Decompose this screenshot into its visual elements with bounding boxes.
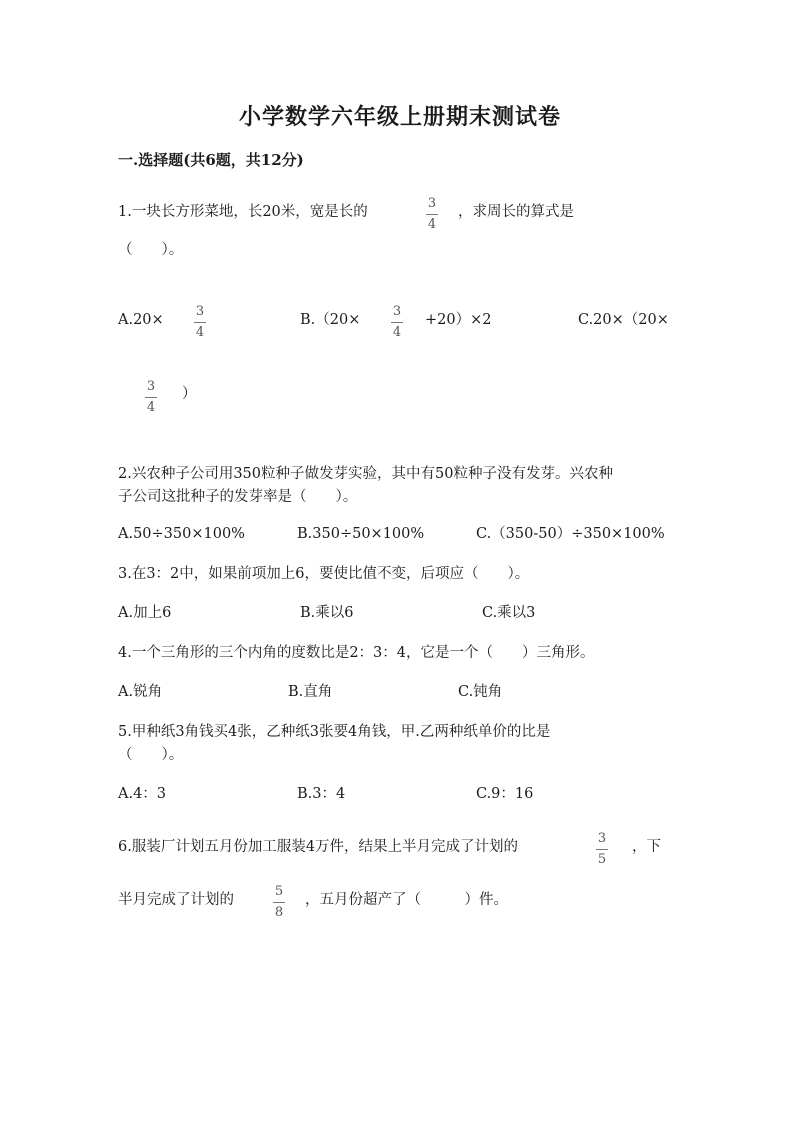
option-a: A.加上6 — [118, 605, 172, 621]
fraction-bar — [391, 322, 403, 323]
option-c-text-a: C.20×（20× — [578, 312, 669, 328]
option-c-text-b: ） — [182, 386, 197, 402]
question-3-line-1: 3.在3：2中，如果前项加上6，要使比值不变，后项应（ ）。 — [118, 566, 530, 582]
option-c: C.钝角 — [458, 684, 503, 700]
question-6-text-d: ，五月份超产了（ ）件。 — [305, 892, 508, 908]
fraction-5-8 — [273, 885, 285, 920]
fraction-denominator: 8 — [274, 905, 284, 920]
option-c: C.9：16 — [476, 786, 534, 802]
option-c: C.乘以3 — [482, 605, 536, 621]
fraction-numerator: 3 — [146, 379, 156, 394]
option-a: A.锐角 — [118, 684, 163, 700]
option-b: B.直角 — [288, 684, 333, 700]
fraction-3-5 — [596, 832, 608, 867]
fraction-denominator: 4 — [146, 400, 156, 415]
option-b: B.350÷50×100% — [297, 526, 425, 542]
fraction-bar — [194, 322, 206, 323]
fraction-bar — [273, 902, 285, 903]
fraction-denominator: 4 — [392, 325, 402, 340]
fraction-3-4 — [194, 305, 206, 340]
fraction-numerator: 3 — [195, 304, 205, 319]
fraction-bar — [426, 214, 438, 215]
question-6-text-c: 半月完成了计划的 — [118, 892, 234, 908]
question-4-line-1: 4.一个三角形的三个内角的度数比是2：3：4，它是一个（ ）三角形。 — [118, 645, 595, 661]
fraction-3-4 — [426, 197, 438, 232]
page-title: 小学数学六年级上册期末测试卷 — [238, 104, 561, 130]
question-1-text-a: 1.一块长方形菜地，长20米，宽是长的 — [118, 204, 368, 220]
fraction-denominator: 5 — [597, 852, 607, 867]
question-2-line-2: 子公司这批种子的发芽率是（ ）。 — [118, 489, 358, 505]
option-a: A.20× — [118, 312, 164, 328]
question-5-line-1: 5.甲种纸3角钱买4张，乙种纸3张要4角钱，甲.乙两种纸单价的比是 — [118, 724, 551, 740]
option-b: B.乘以6 — [300, 605, 354, 621]
fraction-numerator: 5 — [274, 884, 284, 899]
question-1-text-c: （ ）。 — [118, 242, 184, 258]
question-2-line-1: 2.兴农种子公司用350粒种子做发芽实验，其中有50粒种子没有发芽。兴农种 — [118, 466, 613, 482]
option-b-text-a: B.（20× — [300, 312, 361, 328]
question-1-text-b: ，求周长的算式是 — [458, 204, 574, 220]
fraction-bar — [145, 397, 157, 398]
fraction-denominator: 4 — [195, 325, 205, 340]
option-a: A.50÷350×100% — [118, 526, 245, 542]
fraction-denominator: 4 — [427, 217, 437, 232]
option-c: C.（350-50）÷350×100% — [476, 526, 665, 542]
question-6-text-a: 6.服装厂计划五月份加工服装4万件，结果上半月完成了计划的 — [118, 839, 519, 855]
fraction-numerator: 3 — [597, 831, 607, 846]
fraction-bar — [596, 849, 608, 850]
question-6-text-b: ，下 — [632, 839, 661, 855]
fraction-3-4 — [145, 380, 157, 415]
option-a: A.4：3 — [118, 786, 167, 802]
option-b: B.3：4 — [297, 786, 346, 802]
option-b-text-b: +20）×2 — [425, 312, 492, 328]
fraction-3-4 — [391, 305, 403, 340]
fraction-numerator: 3 — [427, 196, 437, 211]
fraction-numerator: 3 — [392, 304, 402, 319]
section-heading: 一.选择题(共6题，共12分) — [118, 151, 304, 169]
question-5-line-2: （ ）。 — [118, 747, 184, 763]
